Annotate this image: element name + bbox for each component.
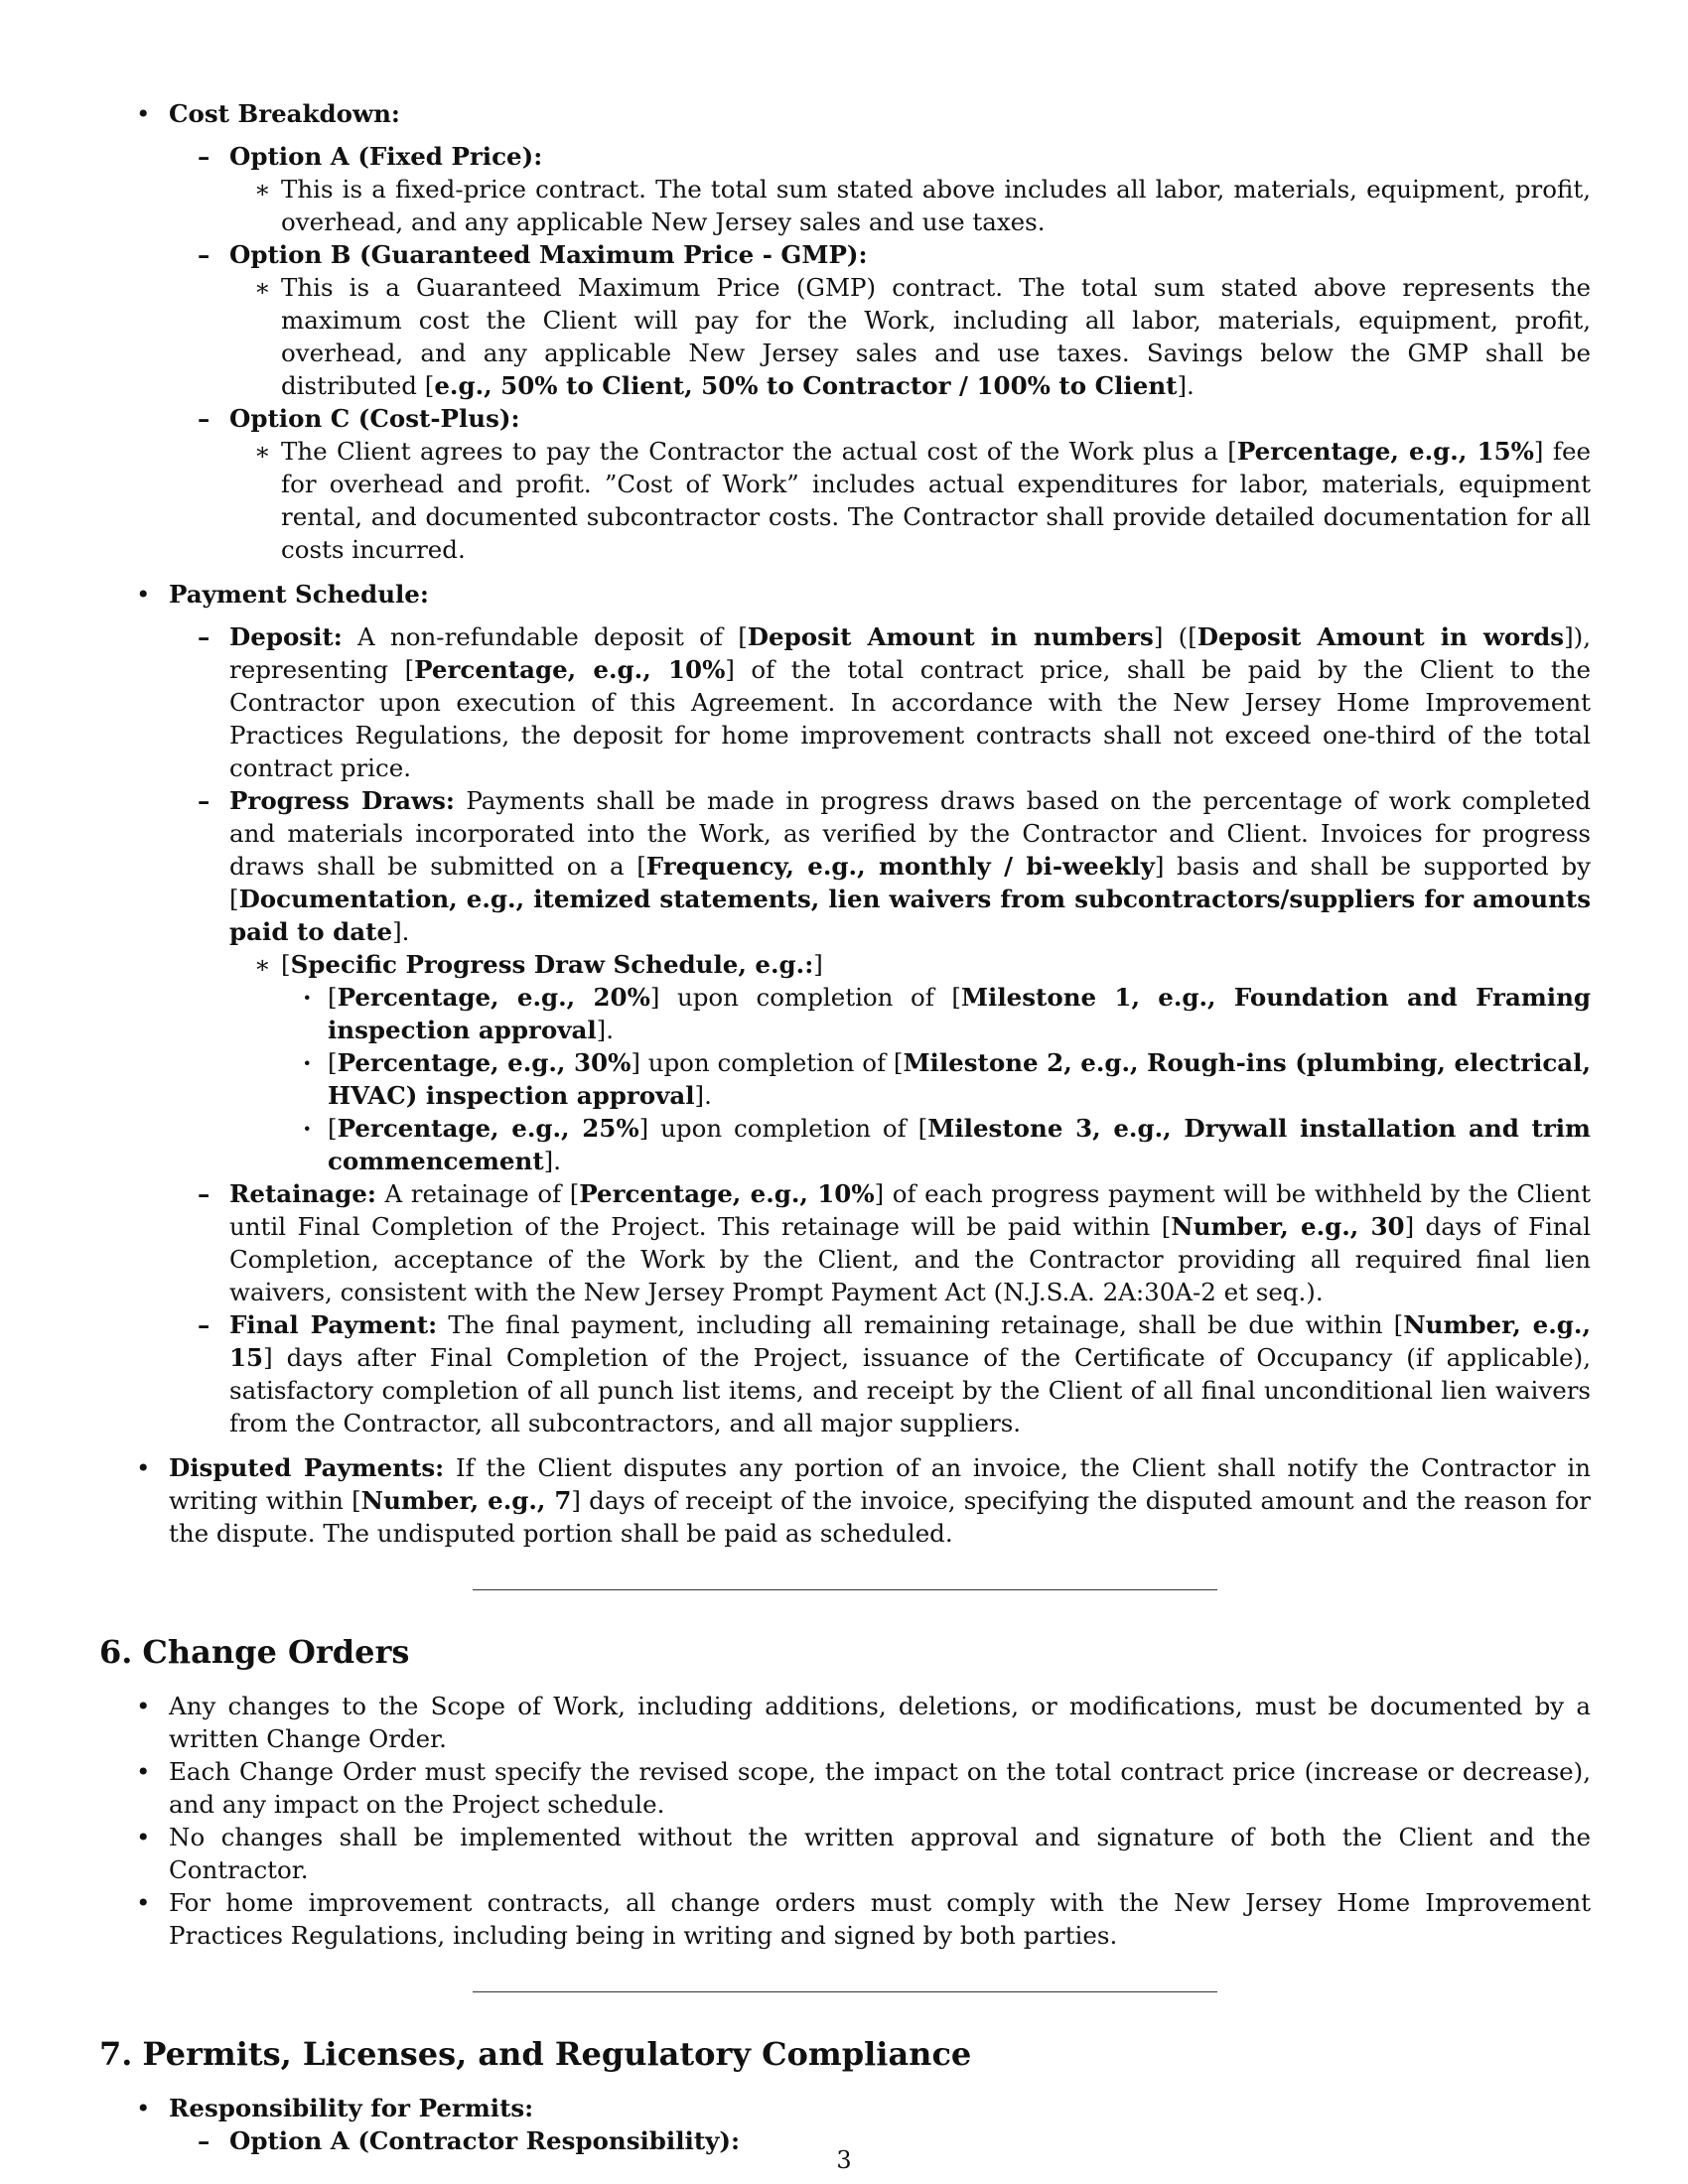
draw-schedule-item: ∗ [Specific Progress Draw Schedule, e.g.:] · [Percentage, e.g., 20%] upon completion of [Milestone 1, e.g., Foundation and Framing inspection approval]. · [Percentage, e.g., 30%] upon completion of [Milestone 2, e.g., Rough-ins (plumbing, electrical, HVAC) inspection approval]. · [Percentage, e.g., 25%] upon completion of [Milestone 3, e.g., Drywall installation and trim commencement]. <box>229 948 1591 1177</box>
cost-option-a <box>169 140 1591 238</box>
section-7-heading: 7. Permits, Licenses, and Regulatory Compliance <box>99 2035 972 2073</box>
milestone-1: · [Percentage, e.g., 20%] upon completion of [Milestone 1, e.g., Foundation and Framing inspection approval]. <box>281 981 1591 1046</box>
cost-option-c <box>169 402 1591 566</box>
disputed-payments-item: • Disputed Payments: If the Client disputes any portion of an invoice, the Client shall notify the Contractor in writing within [Number, e.g., 7] days of receipt of the invoice, specifying the disputed amount and the reason for the dispute. The undisputed portion shall be paid as scheduled. <box>99 1451 1591 1550</box>
change-order-item: • No changes shall be implemented without the written approval and signature of both the Client and the Contractor. <box>99 1821 1591 1886</box>
cost-option-b <box>169 238 1591 402</box>
option-a-text: ∗ This is a fixed-price contract. The total sum stated above includes all labor, materials, equipment, profit, overhead, and any applicable New Jersey sales and use taxes. <box>229 173 1591 238</box>
milestone-3: · [Percentage, e.g., 25%] upon completion of [Milestone 3, e.g., Drywall installation and trim commencement]. <box>281 1112 1591 1177</box>
section-divider <box>473 1589 1217 1590</box>
option-b-text: ∗ This is a Guaranteed Maximum Price (GMP) contract. The total sum stated above represents the maximum cost the Client will pay for the Work, including all labor, materials, equipment, profit, overhead, and any applicable New Jersey sales and use taxes. Savings below the GMP shall be distributed [e.g., 50% to Client, 50% to Contractor / 100% to Client]. <box>229 271 1591 402</box>
milestone-2: · [Percentage, e.g., 30%] upon completion of [Milestone 2, e.g., Rough-ins (plumbing, electrical, HVAC) inspection approval]. <box>281 1046 1591 1112</box>
change-orders-list <box>99 1690 1591 1952</box>
option-c-text: ∗ The Client agrees to pay the Contractor the actual cost of the Work plus a [Percentage, e.g., 15%] fee for overhead and profit. ”Cost of Work” includes actual expenditures for labor, materials, equipment rental, and documented subcontractor costs. The Contractor shall provide detailed documentation for all costs incurred. <box>229 435 1591 566</box>
section-6-heading: 6. Change Orders <box>99 1633 410 1671</box>
change-order-item: • Each Change Order must specify the revised scope, the impact on the total contract price (increase or decrease), and any impact on the Project schedule. <box>99 1755 1591 1821</box>
payment-terms-list <box>99 97 1591 1550</box>
deposit-item: – Deposit: A non-refundable deposit of [Deposit Amount in numbers] ([Deposit Amount in words]), representing [Percentage, e.g., 10%] of the total contract price, shall be paid by the Client to the Contractor upon execution of this Agreement. In accordance with the New Jersey Home Improvement Practices Regulations, the deposit for home improvement contracts shall not exceed one-third of the total contract price. <box>169 620 1591 784</box>
page-number: 3 <box>836 2146 852 2174</box>
section-divider <box>473 1991 1217 1992</box>
draw-milestones-list <box>281 981 1591 1177</box>
permits-responsibility-item: • Responsibility for Permits: – Option A (Contractor Responsibility): <box>99 2092 1591 2157</box>
payment-schedule-heading: Payment Schedule: <box>169 580 429 609</box>
payment-schedule-list <box>169 620 1591 1439</box>
change-order-item: • For home improvement contracts, all change orders must comply with the New Jersey Home Improvement Practices Regulations, including being in writing and signed by both parties. <box>99 1886 1591 1952</box>
permits-option-a: – Option A (Contractor Responsibility): <box>169 2124 1591 2157</box>
cost-breakdown-item <box>99 97 1591 566</box>
document-page <box>99 97 1591 2157</box>
cost-options-list <box>169 140 1591 566</box>
progress-draws-item: – Progress Draws: Payments shall be made in progress draws based on the percentage of work completed and materials incorporated into the Work, as verified by the Contractor and Client. Invoices for progress draws shall be submitted on a [Frequency, e.g., monthly / bi-weekly] basis and shall be supported by [Documentation, e.g., itemized statements, lien waivers from subcontractors/suppliers for amounts paid to date]. ∗ [Specific Progress Draw Schedule, e.g.:] · [Percentage, e.g., 20%] upon completion of [Milestone 1, e.g., Foundation and Framing inspection approval]. · [Percentage, e.g., 30%] upon completion of [Milestone 2, e.g., Rough-ins (plumbing, electrical, HVAC) inspection approval]. · [Percentage, e.g., 25%] upon completion of [Milestone 3, e.g., Drywall installation and trim commencement]. <box>169 784 1591 1177</box>
cost-breakdown-heading: Cost Breakdown: <box>169 99 400 128</box>
payment-schedule-item <box>99 578 1591 1439</box>
final-payment-item: – Final Payment: The final payment, including all remaining retainage, shall be due within [Number, e.g., 15] days after Final Completion of the Project, issuance of the Certificate of Occupancy (if applicable), satisfactory completion of all punch list items, and receipt by the Client of all final unconditional lien waivers from the Contractor, all subcontractors, and all major suppliers. <box>169 1308 1591 1439</box>
option-c-title: Option C (Cost-Plus): <box>229 404 520 433</box>
option-b-title: Option B (Guaranteed Maximum Price - GMP): <box>229 240 868 269</box>
retainage-item: – Retainage: A retainage of [Percentage, e.g., 10%] of each progress payment will be withheld by the Client until Final Completion of the Project. This retainage will be paid within [Number, e.g., 30] days of Final Completion, acceptance of the Work by the Client, and the Contractor providing all required final lien waivers, consistent with the New Jersey Prompt Payment Act (N.J.S.A. 2A:30A-2 et seq.). <box>169 1177 1591 1308</box>
change-order-item: • Any changes to the Scope of Work, including additions, deletions, or modifications, must be documented by a written Change Order. <box>99 1690 1591 1755</box>
option-a-title: Option A (Fixed Price): <box>229 142 543 171</box>
